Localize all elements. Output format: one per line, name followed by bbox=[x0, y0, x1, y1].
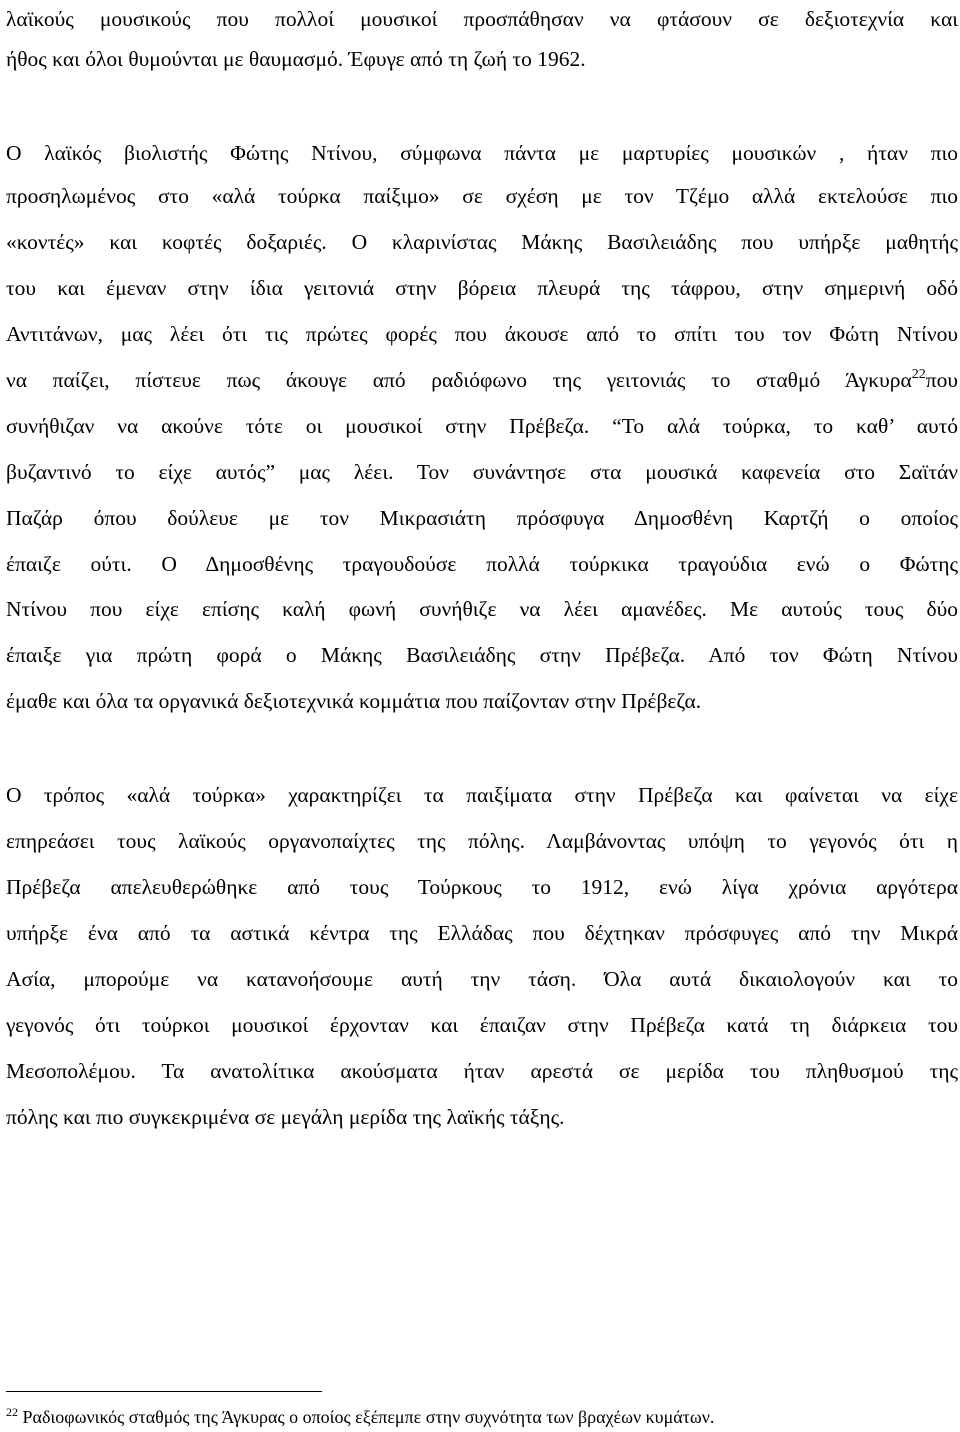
paragraph-3-line-8: πόλης και πιο συγκεκριμένα σε μεγάλη μερίδα της λαϊκής τάξης. bbox=[6, 1105, 565, 1129]
paragraph-3-line-6: γεγονός ότι τούρκοι μουσικοί έρχονταν και έπαιζαν στην Πρέβεζα κατά τη διάρκεια του bbox=[6, 1013, 958, 1037]
footnote-number: 22 bbox=[6, 1405, 18, 1419]
footnote-text: Ραδιοφωνικός σταθμός της Άγκυρας ο οποίος εξέπεμπε στην συχνότητα των βραχέων κυμάτων. bbox=[22, 1407, 715, 1427]
paragraph-1-line-2: ήθος και όλοι θυμούνται με θαυμασμό. Έφυγε από τη ζωή το 1962. bbox=[6, 47, 586, 71]
paragraph-2-line-5: Αντιτάνων, μας λέει ότι τις πρώτες φορές που άκουσε από το σπίτι του τον Φώτη Ντίνου bbox=[6, 322, 958, 346]
paragraph-2-line-1: Ο λαϊκός βιολιστής Φώτης Ντίνου, σύμφωνα πάντα με μαρτυρίες μουσικών , ήταν πιο bbox=[6, 141, 958, 165]
paragraph-2-line-4: του και έμεναν στην ίδια γειτονιά στην βόρεια πλευρά της τάφρου, στην σημερινή οδό bbox=[6, 276, 958, 300]
paragraph-2-line-7: συνήθιζαν να ακούνε τότε οι μουσικοί στην Πρέβεζα. “Το αλά τούρκα, το καθ’ αυτό bbox=[6, 414, 958, 438]
paragraph-3-line-5: Ασία, μπορούμε να κατανοήσουμε αυτή την τάση. Όλα αυτά δικαιολογούν και το bbox=[6, 967, 958, 991]
footnote bbox=[6, 1405, 714, 1429]
paragraph-2-line-9: Παζάρ όπου δούλευε με τον Μικρασιάτη πρόσφυγα Δημοσθένη Καρτζή ο οποίος bbox=[6, 506, 958, 530]
paragraph-3-line-3: Πρέβεζα απελευθερώθηκε από τους Τούρκους το 1912, ενώ λίγα χρόνια αργότερα bbox=[6, 875, 958, 899]
paragraph-2-line-6-text: να παίζει, πίστευε πως άκουγε από ραδιόφωνο της γειτονιάς το σταθμό Άγκυρα bbox=[6, 368, 912, 392]
paragraph-2-line-8: βυζαντινό το είχε αυτός” μας λέει. Τον συνάντησε στα μουσικά καφενεία στο Σαϊτάν bbox=[6, 460, 958, 484]
footnote-separator bbox=[6, 1391, 322, 1392]
paragraph-2-line-11: Ντίνου που είχε επίσης καλή φωνή συνήθιζε να λέει αμανέδες. Με αυτούς τους δύο bbox=[6, 597, 958, 621]
paragraph-2-line-13: έμαθε και όλα τα οργανικά δεξιοτεχνικά κομμάτια που παίζονταν στην Πρέβεζα. bbox=[6, 689, 702, 713]
paragraph-2-line-6-tail: που bbox=[925, 368, 958, 392]
paragraph-1-line-1: λαϊκούς μουσικούς που πολλοί μουσικοί προσπάθησαν να φτάσουν σε δεξιοτεχνία και bbox=[6, 7, 958, 31]
paragraph-3-line-7: Μεσοπολέμου. Τα ανατολίτικα ακούσματα ήταν αρεστά σε μερίδα του πληθυσμού της bbox=[6, 1059, 958, 1083]
paragraph-3-line-1: Ο τρόπος «αλά τούρκα» χαρακτηρίζει τα παιξίματα στην Πρέβεζα και φαίνεται να είχε bbox=[6, 783, 958, 807]
paragraph-2-line-10: έπαιζε ούτι. Ο Δημοσθένης τραγουδούσε πολλά τούρκικα τραγούδια ενώ ο Φώτης bbox=[6, 552, 958, 576]
paragraph-3-line-2: επηρεάσει τους λαϊκούς οργανοπαίχτες της πόλης. Λαμβάνοντας υπόψη το γεγονός ότι η bbox=[6, 829, 958, 853]
paragraph-3-line-4: υπήρξε ένα από τα αστικά κέντρα της Ελλάδας που δέχτηκαν πρόσφυγες από την Μικρά bbox=[6, 921, 958, 945]
paragraph-2-line-6 bbox=[6, 365, 958, 395]
paragraph-2-line-12: έπαιξε για πρώτη φορά ο Μάκης Βασιλειάδης στην Πρέβεζα. Από τον Φώτη Ντίνου bbox=[6, 643, 958, 667]
footnote-reference[interactable]: 22 bbox=[911, 367, 926, 382]
paragraph-2-line-2: προσηλωμένος στο «αλά τούρκα παίξιμο» σε σχέση με τον Τζέμο αλλά εκτελούσε πιο bbox=[6, 184, 958, 208]
paragraph-2-line-3: «κοντές» και κοφτές δοξαριές. Ο κλαρινίστας Μάκης Βασιλειάδης που υπήρξε μαθητής bbox=[6, 230, 958, 254]
